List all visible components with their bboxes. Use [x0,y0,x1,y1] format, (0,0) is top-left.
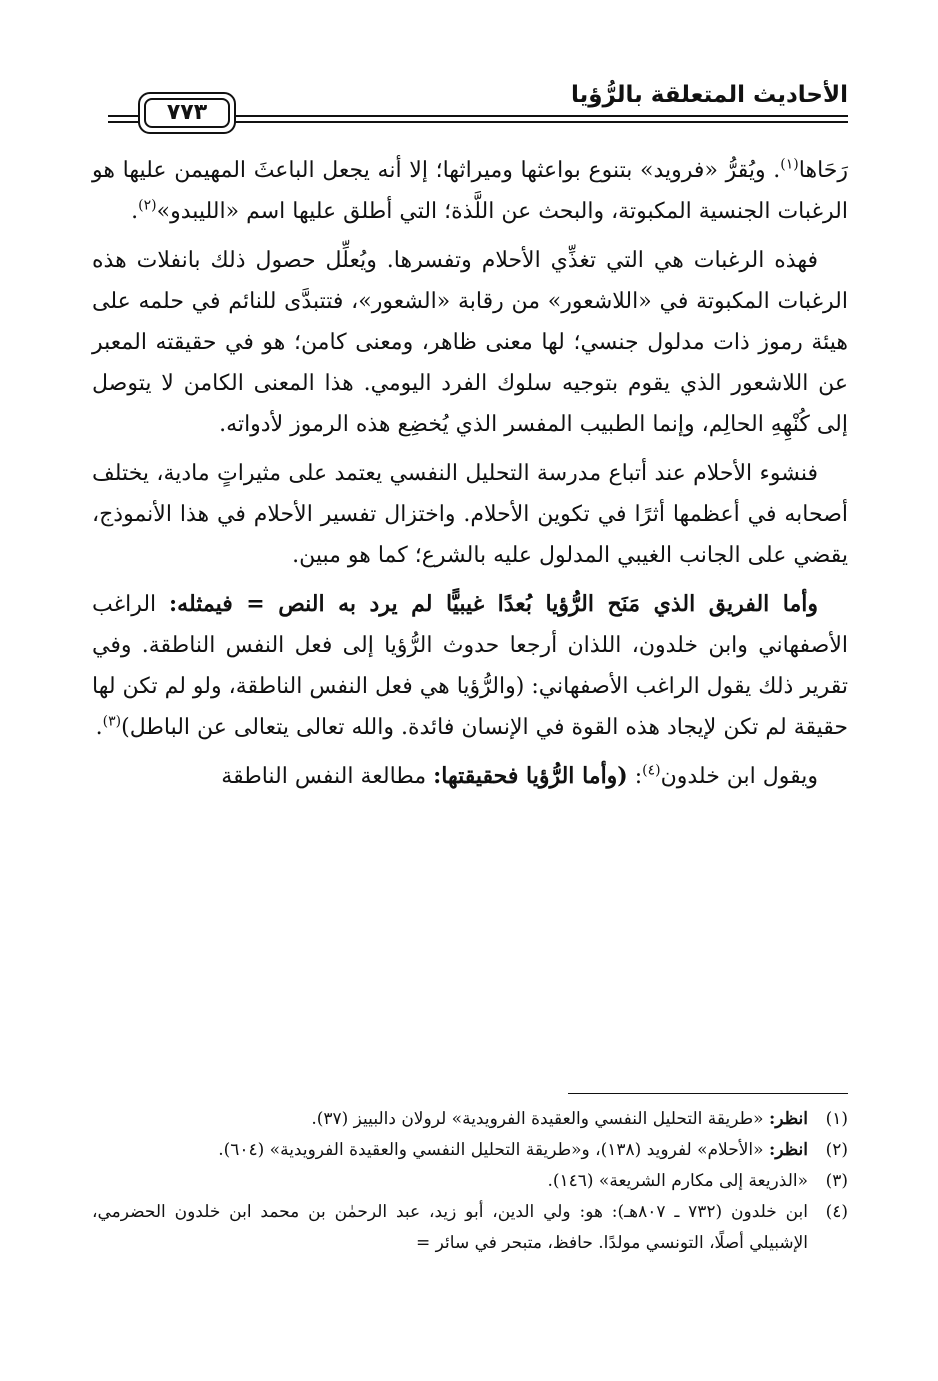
footnote-ref-1[interactable]: (١) [780,156,799,173]
footnote-number: (٢) [825,1140,848,1160]
page-number-frame [138,92,236,134]
header-rule-top [228,115,848,117]
paragraph-4-body: الراغب الأصفهاني وابن خلدون، اللذان أرجعا حدوث الرُّؤيا إلى فعل النفس الناطقة. وفي تقرير ذلك يقول الراغب الأصفهاني: (والرُّؤيا هي فعل النفس الناطقة، ولو لم تكن لها حقيقة لم تكن لإيجاد هذه القوة في الإنسان فائدة. والله تعالى يتعالى عن الباطل) [92,592,848,740]
footnote-4 [92,1197,848,1259]
footnote-label: انظر: [768,1140,808,1160]
footnote-text [92,1166,808,1197]
paragraph-2: فهذه الرغبات هي التي تغذِّي الأحلام وتفسرها. ويُعلِّل حصول ذلك بانفلات هذه الرغبات المكبوتة في «اللاشعور» من رقابة «الشعور»، فتتبدَّى للنائم في حلمه على هيئة رموز ذات مدلول جنسي؛ لها معنى ظاهر، ومعنى كامن؛ هو في حقيقته المعبر عن اللاشعور الذي يقوم بتوجيه سلوك الفرد اليومي. هذا المعنى الكامن لا يتوصل إلى كُنْهِهِ الحالِم، وإنما الطبيب المفسر الذي يُخضِع هذه الرموز لأدواته. [92,248,848,437]
paragraph-5-colon: : [627,764,643,789]
paragraph-5-quote-start: (وأما الرُّؤيا فحقيقتها: [433,763,628,789]
paragraph-5-start: ويقول ابن خلدون [660,764,818,789]
paragraph-4-end: . [95,715,103,740]
footnotes [92,1104,848,1259]
paragraph-3: فنشوء الأحلام عند أتباع مدرسة التحليل النفسي يعتمد على مثيراتٍ مادية، يختلف أصحابه في أعظمها أثرًا في تكوين الأحلام. واختزال تفسير الأحلام في هذا الأنموذج، يقضي على الجانب الغيبي المدلول عليه بالشرع؛ كما هو مبين. [92,461,848,568]
footnote-number: (١) [825,1109,848,1129]
footnote-ref-4[interactable]: (٤) [642,762,661,779]
paragraph-1-end: . [131,199,139,224]
footnote-body: «الذريعة إلى مكارم الشريعة» (١٤٦). [547,1171,808,1191]
footnote-2 [92,1135,848,1166]
footnote-body: ابن خلدون (٧٣٢ ـ ٨٠٧هـ): هو: ولي الدين، أبو زيد، عبد الرحمٰن بن محمد ابن خلدون الحضرمي، الإشبيلي أصلًا، التونسي مولدًا. حافظ، متبحر في سائر = [92,1202,808,1253]
footnote-number: (٣) [825,1171,848,1191]
paragraph-5-body: مطالعة النفس الناطقة [221,764,434,789]
footnote-body: «طريقة التحليل النفسي والعقيدة الفرويدية» لرولان دالبييز (٣٧). [311,1109,769,1129]
running-title: الأحاديث المتعلقة بالرُّؤيا [570,82,848,108]
page-number: ٧٧٣ [144,98,230,128]
footnote-text [92,1135,808,1166]
footnote-ref-2[interactable]: (٢) [138,197,157,214]
footnote-body: «الأحلام» لفرويد (١٣٨)، و«طريقة التحليل النفسي والعقيدة الفرويدية» (٦٠٤). [218,1140,769,1160]
footnote-ref-3[interactable]: (٣) [102,713,122,730]
header-rule-bottom [228,121,848,123]
footnote-text [92,1197,808,1259]
footnote-1 [92,1104,848,1135]
footnote-separator [568,1093,848,1094]
paragraph-1-start: رَحَاها [798,158,848,183]
footnote-label: انظر: [768,1109,808,1129]
footnote-text [92,1104,808,1135]
main-text [92,150,848,805]
paragraph-4 [92,584,848,748]
paragraph-5 [92,756,848,797]
paragraph-4-heading: وأما الفريق الذي مَنَح الرُّؤيا بُعدًا غيبيًّا لم يرد به النص = فيمثله: [169,591,818,617]
paragraph-1-body: . ويُقرُّ «فرويد» بتنوع بواعثها وميراثها؛ إلا أنه يجعل الباعثَ المهيمن عليها هو الرغبات الجنسية المكبوتة، والبحث عن اللَّذة؛ التي أطلق عليها اسم «الليبدو» [92,158,848,224]
paragraph-1 [92,150,848,232]
footnote-number: (٤) [825,1202,848,1222]
footnote-3 [92,1166,848,1197]
